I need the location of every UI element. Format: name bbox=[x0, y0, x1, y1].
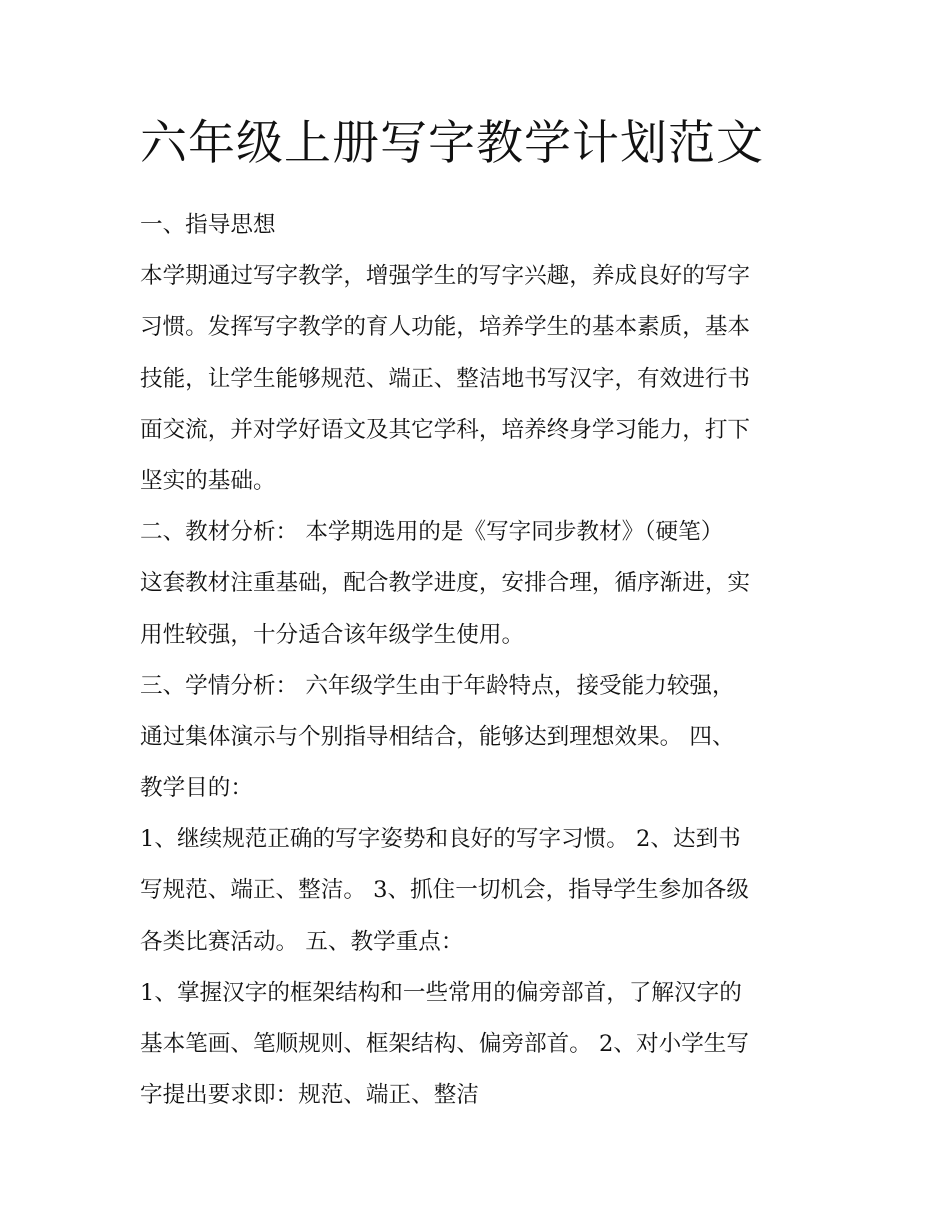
text-line: 字提出要求即：规范、端正、整洁 bbox=[140, 1082, 479, 1109]
text-line: 坚实的基础。 bbox=[140, 467, 276, 494]
text-line: 1、掌握汉字的框架结构和一些常用的偏旁部首，了解汉字的 bbox=[140, 979, 742, 1006]
text-line: 基本笔画、笔顺规则、框架结构、偏旁部首。 2、对小学生写 bbox=[140, 1031, 749, 1057]
text-line: 三、学情分析： 六年级学生由于年龄特点，接受能力较强， bbox=[140, 672, 735, 699]
text-line: 技能，让学生能够规范、端正、整洁地书写汉字，有效进行书 bbox=[140, 365, 751, 392]
text-line: 1、继续规范正确的写字姿势和良好的写字习惯。 2、达到书 bbox=[140, 826, 741, 853]
text-line: 二、教材分析： 本学期选用的是《写字同步教材》（硬笔） bbox=[140, 519, 724, 546]
text-line: 本学期通过写字教学，增强学生的写字兴趣，养成良好的写字 bbox=[140, 263, 751, 290]
text-line: 用性较强，十分适合该年级学生使用。 bbox=[140, 621, 525, 648]
text-line: 写规范、端正、整洁。 3、抓住一切机会，指导学生参加各级 bbox=[140, 877, 749, 904]
text-line: 各类比赛活动。 五、教学重点： bbox=[140, 928, 464, 955]
text-line: 一、指导思想 bbox=[140, 212, 276, 238]
text-line: 通过集体演示与个别指导相结合，能够达到理想效果。 四、 bbox=[140, 723, 735, 750]
document-title: 六年级上册写字教学计划范文 bbox=[140, 116, 764, 171]
text-line: 习惯。发挥写字教学的育人功能，培养学生的基本素质，基本 bbox=[140, 314, 751, 341]
document-body bbox=[140, 200, 815, 1121]
text-line: 面交流，并对学好语文及其它学科，培养终身学习能力，打下 bbox=[140, 416, 751, 443]
text-line: 这套教材注重基础，配合教学进度，安排合理，循序渐进，实 bbox=[140, 570, 751, 597]
text-line: 教学目的： bbox=[140, 775, 253, 802]
